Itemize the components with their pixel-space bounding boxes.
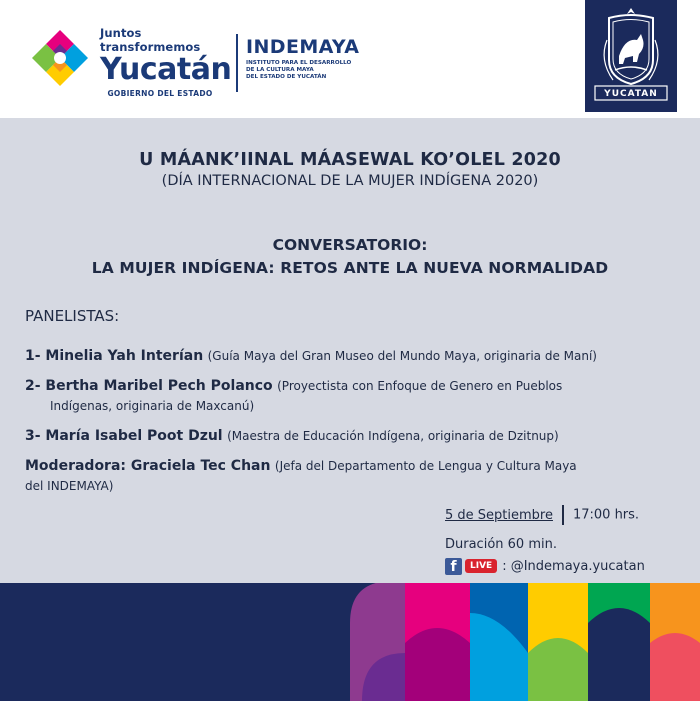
gov-caption: GOBIERNO DEL ESTADO	[107, 89, 213, 98]
panelist-item	[25, 426, 685, 446]
panelist-description-cont: Indígenas, originaria de Maxcanú)	[50, 399, 255, 413]
event-date: 5 de Septiembre	[445, 507, 553, 523]
event-time: 17:00 hrs.	[572, 507, 640, 523]
footer-shape	[528, 638, 588, 701]
panelist-description: (Proyectista con Enfoque de Genero en Pueblos	[277, 379, 563, 393]
decorative-footer	[0, 583, 700, 701]
event-duration: Duración 60 min.	[445, 537, 557, 552]
institute-brand	[246, 36, 386, 81]
social-handle[interactable]: : @Indemaya.yucatan	[502, 558, 645, 574]
date-time-divider	[562, 505, 564, 525]
brand-divider	[236, 34, 238, 92]
panelist-name: 2- Bertha Maribel Pech Polanco	[25, 378, 273, 394]
date-time-row	[445, 505, 639, 525]
institute-name: INDEMAYA	[246, 36, 360, 58]
event-title: U MÁANK’IINAL MÁASEWAL KO’OLEL 2020	[139, 150, 561, 170]
conversatorio-label: CONVERSATORIO:	[272, 236, 428, 254]
live-badge: LIVE	[465, 559, 497, 573]
conversatorio-title: LA MUJER INDÍGENA: RETOS ANTE LA NUEVA NORMALIDAD	[91, 259, 609, 277]
footer-shape	[405, 628, 470, 701]
panelist-item	[25, 346, 685, 366]
panelist-description: (Maestra de Educación Indígena, originaria de Dzitnup)	[227, 429, 559, 443]
panelists-heading: PANELISTAS:	[25, 307, 120, 325]
panelist-name: 3- María Isabel Poot Dzul	[25, 428, 223, 444]
moderator-item	[25, 456, 685, 496]
moderator-description-cont: del INDEMAYA)	[25, 479, 114, 493]
gov-slogan: Juntos transformemos	[100, 26, 201, 54]
panelist-item	[25, 376, 685, 416]
panelist-name: 1- Minelia Yah Interían	[25, 348, 204, 364]
coat-of-arms	[585, 0, 677, 112]
moderator-name: Moderadora: Graciela Tec Chan	[25, 458, 271, 474]
panelist-description: (Guía Maya del Gran Museo del Mundo Maya, originaria de Maní)	[207, 349, 597, 363]
gov-name: Yucatán	[100, 52, 232, 87]
event-subtitle: (DÍA INTERNACIONAL DE LA MUJER INDÍGENA 2020)	[161, 173, 539, 189]
institute-description: INSTITUTO PARA EL DESARROLLO DE LA CULTURA MAYA DEL ESTADO DE YUCATÁN	[246, 60, 352, 80]
header	[0, 0, 700, 118]
facebook-icon[interactable]: f	[445, 558, 462, 575]
footer-shape	[588, 608, 650, 701]
yucatan-logo-icon	[30, 28, 90, 88]
footer-shape	[650, 633, 700, 701]
coat-of-arms-caption: YUCATAN	[604, 89, 658, 99]
social-row	[445, 556, 645, 576]
moderator-description: (Jefa del Departamento de Lengua y Cultura Maya	[274, 459, 577, 473]
government-brand	[100, 26, 230, 98]
